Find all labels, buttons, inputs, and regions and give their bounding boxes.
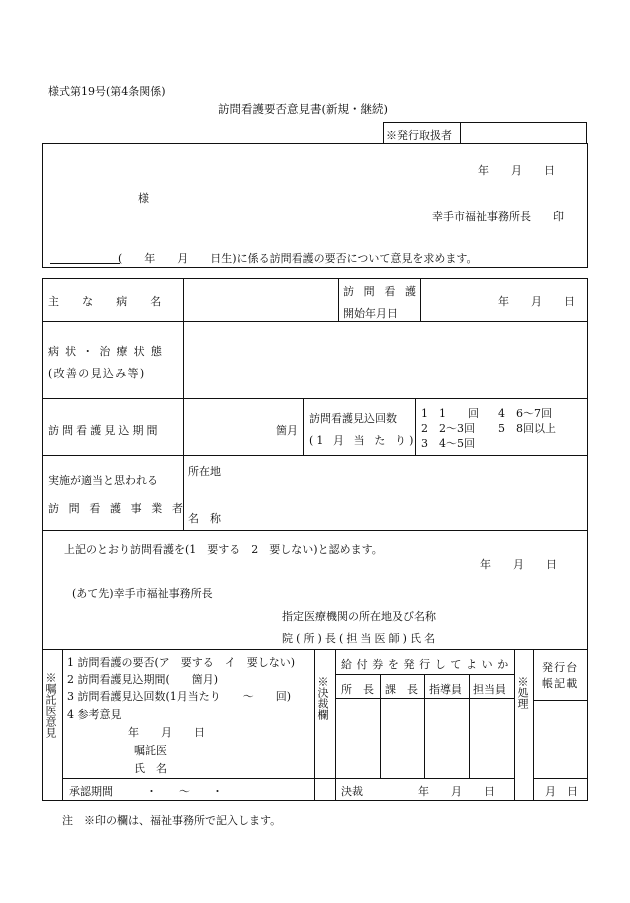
- start-date-value: 年 月 日: [498, 295, 575, 308]
- role-director: 所 長: [341, 683, 374, 696]
- approval-period: 承認期間 ・ 〜 ・: [69, 785, 223, 798]
- role-section-chief: 課 長: [385, 683, 418, 696]
- birth-line: ( 年 月 日生)に係る訪問看護の要否について意見を求めます。: [118, 252, 478, 265]
- register-label: 発行台帳記載: [542, 661, 579, 690]
- count-option-2: 2 2〜3回: [421, 422, 475, 435]
- disease-label: 主 な 病 名: [48, 295, 168, 308]
- count-option-4: 4 6〜7回: [498, 407, 552, 420]
- provider-label-1: 実施が適当と思われる: [48, 474, 158, 487]
- sender-label: 幸手市福祉事務所長 印: [432, 210, 564, 223]
- count-option-3: 3 4〜5回: [421, 437, 475, 450]
- request-date: 年 月 日: [478, 164, 555, 177]
- period-label: 訪問看護見込期間: [48, 424, 161, 437]
- opinion-item-1: 1 訪問看護の要否(ア 要する イ 要しない): [67, 656, 296, 669]
- ticket-question: 給付券を発行してよいか: [341, 658, 513, 671]
- approval-text: 上記のとおり訪問看護を(1 要する 2 要しない)と認めます。: [64, 543, 383, 556]
- commission-name: 氏 名: [134, 762, 167, 775]
- commission-label: ※嘱託医意見: [44, 672, 57, 738]
- form-title: 訪問看護要否意見書(新規・継続): [218, 102, 388, 116]
- commission-doctor: 嘱託医: [134, 744, 167, 757]
- opinion-item-2: 2 訪問看護見込期間( 箇月): [67, 673, 219, 686]
- form-number: 様式第19号(第4条関係): [48, 85, 166, 98]
- role-staff: 担当員: [473, 683, 506, 696]
- register-date: 月 日: [545, 785, 578, 798]
- issuer-label: ※発行取扱者: [386, 129, 452, 142]
- condition-label-2: (改善の見込み等): [48, 367, 146, 380]
- process-label: ※処理: [516, 676, 529, 709]
- approval-date: 年 月 日: [480, 558, 557, 571]
- decision-date: 決裁 年 月 日: [341, 785, 495, 798]
- opinion-item-3: 3 訪問看護見込回数(1月当たり 〜 回): [67, 690, 292, 703]
- role-instructor: 指導員: [429, 683, 462, 696]
- opinion-item-4: 4 参考意見: [67, 708, 122, 721]
- sama-label: 様: [138, 192, 149, 205]
- opinion-date: 年 月 日: [128, 726, 205, 739]
- provider-label-2: 訪 問 看 護 事 業 者: [48, 502, 187, 515]
- count-label-2: (1 月 当 た り): [309, 434, 417, 447]
- provider-name-label: 名 称: [188, 512, 221, 525]
- count-label-1: 訪問看護見込回数: [309, 412, 397, 425]
- footnote: 注 ※印の欄は、福祉事務所で記入します。: [62, 814, 282, 827]
- count-option-5: 5 8回以上: [498, 422, 556, 435]
- provider-address-label: 所在地: [188, 465, 221, 478]
- institution-label: 指定医療機関の所在地及び名称: [282, 610, 436, 623]
- period-unit: 箇月: [276, 424, 298, 437]
- decision-label: ※決裁欄: [316, 676, 329, 720]
- count-option-1: 1 1 回: [421, 407, 479, 420]
- condition-label-1: 病 状 ・ 治 療 状 態: [48, 345, 164, 358]
- start-label-1: 訪 問 看 護: [343, 285, 420, 298]
- doctor-label: 院(所)長(担当医師)氏名: [282, 632, 439, 645]
- addressee: (あて先)幸手市福祉事務所長: [72, 587, 213, 600]
- start-label-2: 開始年月日: [343, 307, 398, 320]
